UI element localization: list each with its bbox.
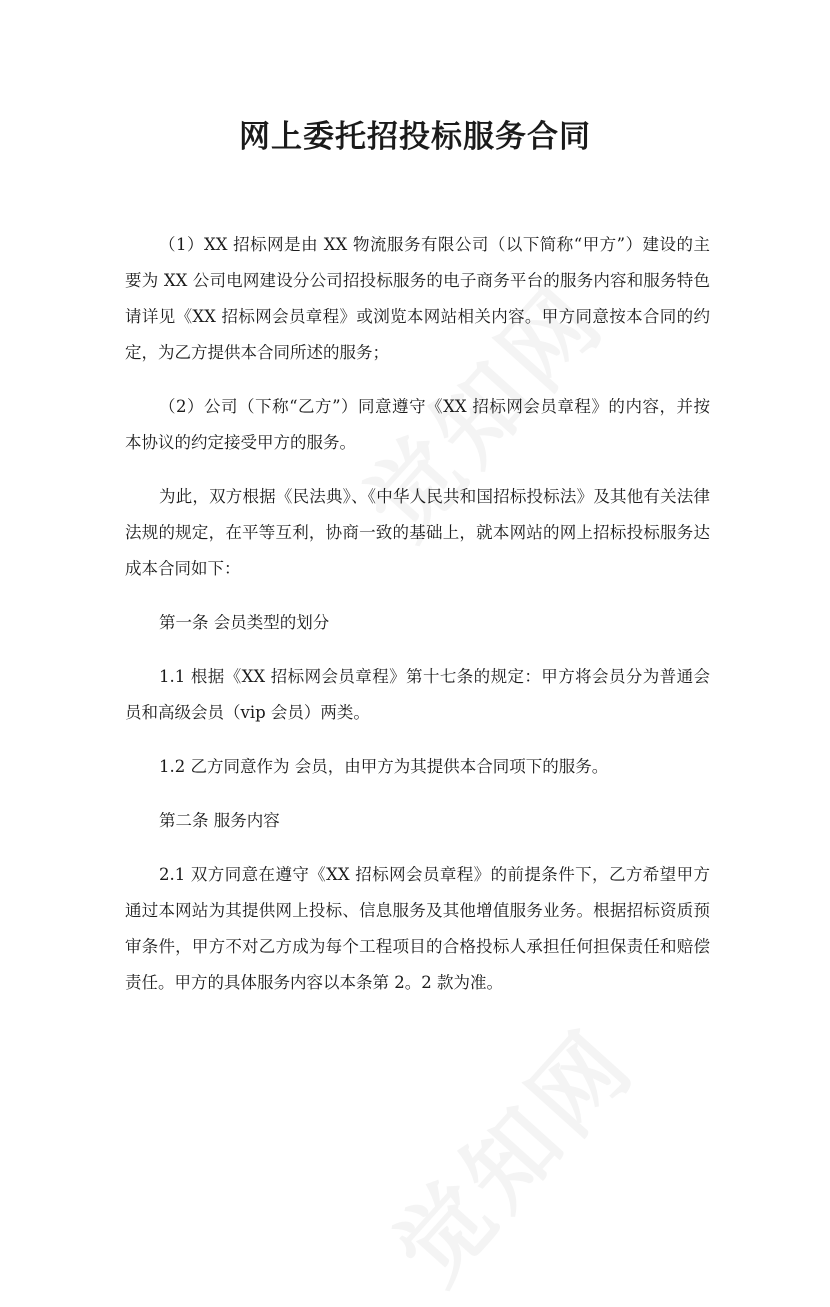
clause-2-1: 2.1 双方同意在遵守《XX 招标网会员章程》的前提条件下，乙方希望甲方通过本网站为其提供网上投标、信息服务及其他增值服务业务。根据招标资质预审条件，甲方不对乙方成为每个工程项目的合格投标人承担任何担保责任和赔偿责任。甲方的具体服务内容以本条第 2。2 款为准。 xyxy=(125,865,710,992)
clause-1-1: 1.1 根据《XX 招标网会员章程》第十七条的规定：甲方将会员分为普通会员和高级会员（vip 会员）两类。 xyxy=(125,667,710,722)
article-1-heading: 第一条 会员类型的划分 xyxy=(159,613,330,632)
document-title: 网上委托招投标服务合同 xyxy=(239,119,591,155)
watermark-bottom xyxy=(361,995,660,1306)
document-body xyxy=(125,227,710,1001)
clause-1-2: 1.2 乙方同意作为 会员，由甲方为其提供本合同项下的服务。 xyxy=(159,757,609,776)
paragraph-intro-2: （2）公司（下称“乙方”）同意遵守《XX 招标网会员章程》的内容，并按本协议的约定接受甲方的服务。 xyxy=(125,397,710,452)
paragraph-basis: 为此，双方根据《民法典》、《中华人民共和国招标投标法》及其他有关法律法规的规定，在平等互利，协商一致的基础上，就本网站的网上招标投标服务达成本合同如下： xyxy=(125,487,710,578)
article-2-heading: 第二条 服务内容 xyxy=(159,811,280,830)
paragraph-intro-1: （1）XX 招标网是由 XX 物流服务有限公司（以下简称“甲方”）建设的主要为 XX 公司电网建设分公司招投标服务的电子商务平台的服务内容和服务特色请详见《XX 招标网会员章程》或浏览本网站相关内容。甲方同意按本合同的约定，为乙方提供本合同所述的服务； xyxy=(125,235,710,362)
